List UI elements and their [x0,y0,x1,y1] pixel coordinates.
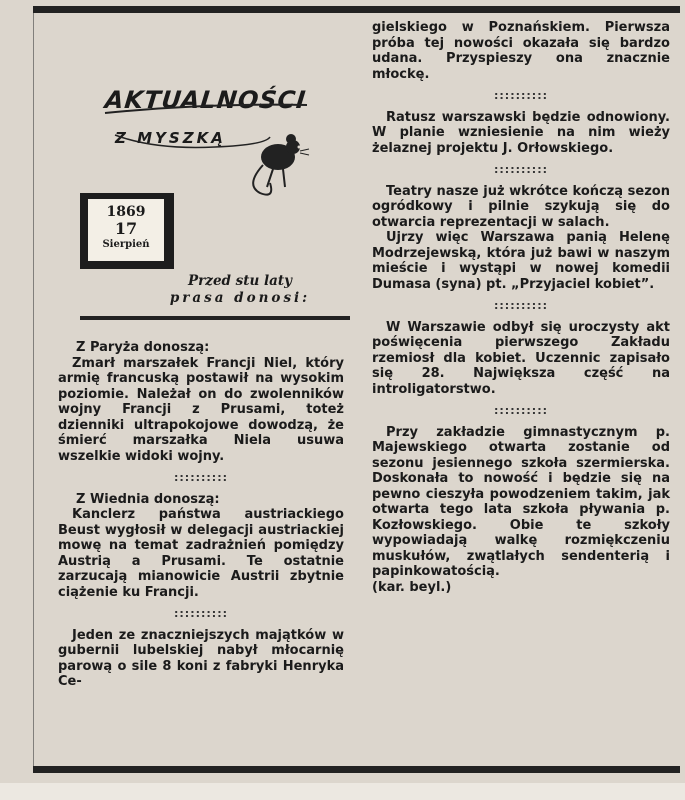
left-border [33,6,34,773]
intro-line-2: prasa donosi: [169,290,311,306]
separator: :::::::::: [174,471,228,484]
bottom-rule [33,766,680,773]
column-subtitle: Z MYSZKĄ [115,129,226,147]
separator: :::::::::: [494,163,548,176]
intro-rule [80,316,350,320]
estate-text: Jeden ze znaczniejszych majątków w gubernii lubelskiej nabył młocarnię parową o sile 8 koni z fabryki Henryka Ce- [58,627,344,689]
intro-heading [140,273,340,307]
date-day: 17 [114,219,138,238]
left-column [58,340,344,690]
date-badge [80,193,174,269]
right-column [372,20,670,595]
vienna-heading: Z Wiednia donoszą: [76,491,220,507]
column-title: AKTUALNOŚCI [103,86,308,114]
zaklad-text: W Warszawie odbył się uroczysty akt poświęcenia pierwszego Zakładu rzemiosł dla kobiet. Uczennic zapisało się 28. Największa część na introligatorstwo. [372,319,670,397]
author-signature: (kar. beyl.) [372,579,452,595]
separator: :::::::::: [494,89,548,102]
gimnastyka-text: Przy zakładzie gimnastycznym p. Majewskiego otwarta zostanie od sezonu jesiennego szkoła szermierska. Doskonała to nowość i będzie się na pewno cieszyła powodzeniem takim, jak otwarta tego lata szkoła pływania p. Kozłowskiego. Obie te szkoły wypowiadają walkę rozmiękczeniu muskułów, zwątlałych sendenterią i papinkowatością. [372,424,670,579]
top-rule [33,6,680,13]
separator: :::::::::: [494,404,548,417]
paris-text: Zmarł marszałek Francji Niel, który armię francuską postawił na wysokim poziomie. Należał on do zwolenników wojny Francji z Prusami, toteż dzienniki ultrapokojowe dowodzą, że śmierć marszałka Niela usuwa wszelkie widoki wojny. [58,355,344,464]
estate-continued: gielskiego w Poznańskiem. Pierwsza próba tej nowości okazała się bardzo udana. Przyspieszy ona znacznie młockę. [372,20,670,82]
logo-illustration [95,75,335,205]
paris-heading: Z Paryża donoszą: [76,340,210,355]
date-month: Sierpień [102,239,150,250]
modrzejewska-text: Ujrzy więc Warszawa panią Helenę Modrzejewską, która już bawi w naszym mieście i wystąpi w nowej komedii Dumasa (syna) pt. „Przyjaciel kobiet”. [372,230,670,292]
ratusz-text: Ratusz warszawski będzie odnowiony. W planie wzniesienie na nim wieży żelaznej projektu J. Orłowskiego. [372,109,670,156]
page-margin [0,783,685,800]
mouse-icon [253,134,309,195]
separator: :::::::::: [174,607,228,620]
vienna-text: Kanclerz państwa austriackiego Beust wygłosił w delegacji austriackiej mowę na temat zadrażnień pomiędzy Austrią a Prusami. Te ostatnie zarzucają mianowicie Austrii zbytnie ciążenie ku Francji. [58,507,344,600]
separator: :::::::::: [494,299,548,312]
date-year: 1869 [106,204,146,220]
teatry-text: Teatry nasze już wkrótce kończą sezon ogródkowy i pilnie szykują się do otwarcia reprezentacji w salach. [372,183,670,230]
intro-line-1: Przed stu laty [188,273,292,289]
